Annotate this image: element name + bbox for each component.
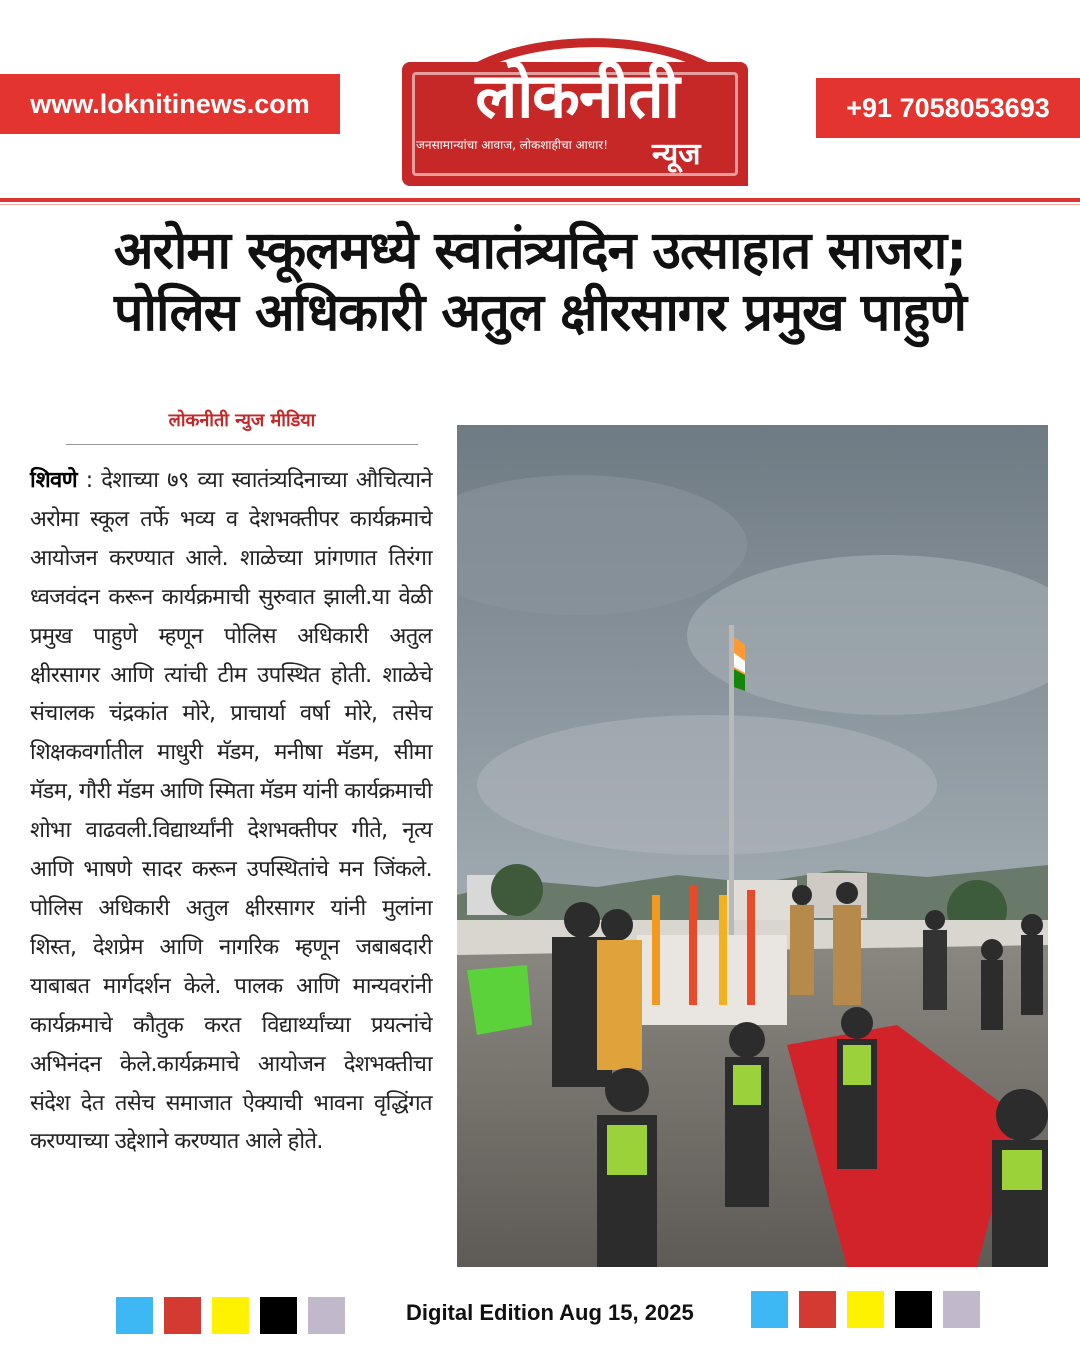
swatch-blue <box>116 1297 153 1334</box>
byline: लोकनीती न्युज मीडिया <box>168 410 316 431</box>
swatch-red <box>164 1297 201 1334</box>
headline-line-1: अरोमा स्कूलमध्ये स्वातंत्र्यदिन उत्साहात साजरा; <box>113 221 967 281</box>
swatch-lilac <box>308 1297 345 1334</box>
article-text: : देशाच्या ७९ व्या स्वातंत्र्यदिनाच्या औचित्याने अरोमा स्कूल तर्फे भव्य व देशभक्तीपर कार्यक्रमाचे आयोजन करण्यात आले. शाळेच्या प्रांगणात तिरंगा ध्वजवंदन करून कार्यक्रमाची सुरुवात झाली.या वेळी प्रमुख पाहुणे म्हणून पोलिस अधिकारी अतुल क्षीरसागर आणि त्यांची टीम उपस्थित होती. शाळेचे संचालक चंद्रकांत मोरे, प्राचार्या वर्षा मोरे, तसेच शिक्षकवर्गातील माधुरी मॅडम, मनीषा मॅडम, सीमा मॅडम, गौरी मॅडम आणि स्मिता मॅडम यांनी कार्यक्रमाची शोभा वाढवली.विद्यार्थ्यांनी देशभक्तीपर गीते, नृत्य आणि भाषणे सादर करून उपस्थितांचे मन जिंकले. पोलिस अधिकारी अतुल क्षीरसागर यांनी मुलांना शिस्त, देशप्रेम आणि नागरिक म्हणून जबाबदारी याबाबत मार्गदर्शन केले. पालक आणि मान्यवरांनी कार्यक्रमाचे कौतुक करत विद्यार्थ्यांच्या प्रयत्नांचे अभिनंदन केले.कार्यक्रमाचे आयोजन देशभक्तीचा संदेश देत तसेच समाजात ऐक्याची भावना वृद्धिंगत करण्याच्या उद्देशाने करण्यात आले होते. <box>30 468 432 1155</box>
article-headline <box>20 220 1060 344</box>
flag-hoisting-photo <box>457 425 1048 1267</box>
color-swatches-right <box>751 1291 980 1328</box>
article-body <box>30 462 432 1162</box>
swatch-lilac <box>943 1291 980 1328</box>
headline-line-2: पोलिस अधिकारी अतुल क्षीरसागर प्रमुख पाहुणे <box>114 283 966 343</box>
dateline: शिवणे <box>30 468 77 493</box>
swatch-red <box>799 1291 836 1328</box>
logo-wordmark: लोकनीती <box>475 59 679 132</box>
swatch-yellow <box>847 1291 884 1328</box>
swatch-black <box>260 1297 297 1334</box>
swatch-black <box>895 1291 932 1328</box>
logo-subtitle: न्यूज <box>652 137 701 172</box>
color-swatches-left <box>116 1297 345 1334</box>
logo-tagline: जनसामान्यांचा आवाज, लोकशाहीचा आधार! <box>416 138 609 152</box>
digital-edition-date: Digital Edition Aug 15, 2025 <box>406 1300 694 1325</box>
phone-number[interactable]: +91 7058053693 <box>816 78 1080 138</box>
article-photo <box>457 425 1048 1267</box>
swatch-yellow <box>212 1297 249 1334</box>
website-url[interactable]: www.loknitinews.com <box>0 74 340 134</box>
byline-divider <box>66 444 418 445</box>
masthead-divider <box>0 198 1080 202</box>
swatch-blue <box>751 1291 788 1328</box>
masthead-logo <box>402 36 752 186</box>
